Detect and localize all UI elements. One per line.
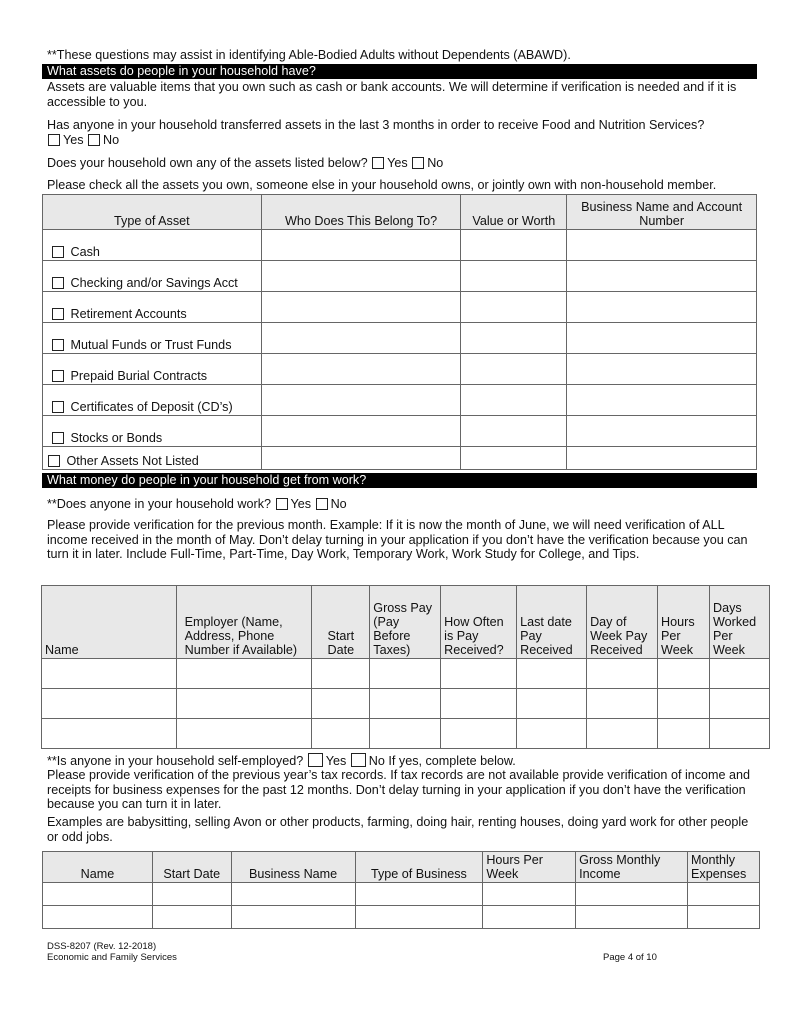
input-cell[interactable] bbox=[355, 906, 483, 929]
input-cell[interactable] bbox=[567, 416, 757, 447]
input-cell[interactable] bbox=[370, 659, 441, 689]
no-label: No bbox=[427, 156, 444, 170]
asset-checkbox[interactable] bbox=[52, 277, 64, 289]
asset-checkbox[interactable] bbox=[52, 401, 64, 413]
self-employment-table bbox=[42, 851, 760, 929]
col-type-of-asset: Type of Asset bbox=[43, 195, 262, 230]
asset-checkbox[interactable] bbox=[52, 339, 64, 351]
input-cell[interactable] bbox=[261, 447, 461, 470]
asset-label: Stocks or Bonds bbox=[70, 430, 163, 445]
col-start-date: Start Date bbox=[152, 852, 231, 883]
input-cell[interactable] bbox=[261, 261, 461, 292]
input-cell[interactable] bbox=[261, 385, 461, 416]
col-how-often: How Often is Pay Received? bbox=[441, 586, 517, 659]
input-cell[interactable] bbox=[441, 689, 517, 719]
table-row bbox=[43, 416, 757, 447]
table-row bbox=[42, 719, 770, 749]
employment-table bbox=[41, 585, 770, 749]
input-cell[interactable] bbox=[658, 719, 710, 749]
asset-label: Cash bbox=[70, 244, 100, 259]
col-day-of-week: Day of Week Pay Received bbox=[587, 586, 658, 659]
input-cell[interactable] bbox=[261, 354, 461, 385]
input-cell[interactable] bbox=[709, 719, 769, 749]
input-cell[interactable] bbox=[261, 292, 461, 323]
col-name: Name bbox=[43, 852, 153, 883]
self-employment-examples: Examples are babysitting, selling Avon or other products, farming, doing hair, renting houses, doing yard work for other people or odd jobs. bbox=[47, 815, 749, 844]
input-cell[interactable] bbox=[312, 719, 370, 749]
col-gross-monthly-income: Gross Monthly Income bbox=[576, 852, 688, 883]
input-cell[interactable] bbox=[567, 385, 757, 416]
col-start-date: Start Date bbox=[312, 586, 370, 659]
work-section-header: What money do people in your household get from work? bbox=[42, 473, 757, 488]
col-business-name: Business Name bbox=[231, 852, 355, 883]
asset-label: Mutual Funds or Trust Funds bbox=[70, 337, 232, 352]
self-yes-checkbox[interactable] bbox=[308, 753, 323, 767]
table-row bbox=[42, 689, 770, 719]
own-no-checkbox[interactable] bbox=[412, 157, 424, 169]
table-row bbox=[43, 292, 757, 323]
col-business-account: Business Name and Account Number bbox=[567, 195, 757, 230]
input-cell[interactable] bbox=[152, 883, 231, 906]
table-row bbox=[43, 323, 757, 354]
transfer-yes-checkbox[interactable] bbox=[48, 134, 60, 146]
input-cell[interactable] bbox=[483, 906, 576, 929]
input-cell[interactable] bbox=[587, 719, 658, 749]
asset-label: Certificates of Deposit (CD’s) bbox=[70, 399, 233, 414]
assets-description: Assets are valuable items that you own such as cash or bank accounts. We will determine if verification is needed and if it is accessible to you. bbox=[47, 80, 737, 109]
input-cell[interactable] bbox=[42, 659, 177, 689]
input-cell[interactable] bbox=[567, 447, 757, 470]
input-cell[interactable] bbox=[261, 230, 461, 261]
input-cell[interactable] bbox=[176, 689, 312, 719]
input-cell[interactable] bbox=[709, 659, 769, 689]
assets-section-header: What assets do people in your household have? bbox=[42, 64, 757, 79]
work-question bbox=[47, 497, 347, 512]
work-yes-checkbox[interactable] bbox=[276, 498, 288, 510]
col-monthly-expenses: Monthly Expenses bbox=[688, 852, 760, 883]
input-cell[interactable] bbox=[567, 261, 757, 292]
input-cell[interactable] bbox=[152, 906, 231, 929]
input-cell[interactable] bbox=[176, 659, 312, 689]
asset-checkbox[interactable] bbox=[52, 370, 64, 382]
col-belongs-to: Who Does This Belong To? bbox=[261, 195, 461, 230]
asset-label: Checking and/or Savings Acct bbox=[70, 275, 238, 290]
input-cell[interactable] bbox=[441, 719, 517, 749]
input-cell[interactable] bbox=[231, 906, 355, 929]
input-cell[interactable] bbox=[42, 689, 177, 719]
abawd-note: **These questions may assist in identifying Able-Bodied Adults without Dependents (ABAWD). bbox=[47, 48, 571, 62]
input-cell[interactable] bbox=[517, 689, 587, 719]
input-cell[interactable] bbox=[567, 323, 757, 354]
input-cell[interactable] bbox=[576, 883, 688, 906]
no-label: No bbox=[330, 497, 347, 511]
col-days-worked: Days Worked Per Week bbox=[709, 586, 769, 659]
asset-label: Retirement Accounts bbox=[70, 306, 187, 321]
input-cell[interactable] bbox=[483, 883, 576, 906]
input-cell[interactable] bbox=[461, 385, 567, 416]
col-hours: Hours Per Week bbox=[658, 586, 710, 659]
input-cell[interactable] bbox=[567, 230, 757, 261]
table-row bbox=[43, 230, 757, 261]
input-cell[interactable] bbox=[43, 883, 153, 906]
yes-label: Yes bbox=[387, 156, 408, 170]
yes-label: Yes bbox=[290, 497, 312, 511]
input-cell[interactable] bbox=[261, 323, 461, 354]
input-cell[interactable] bbox=[176, 719, 312, 749]
input-cell[interactable] bbox=[461, 230, 567, 261]
input-cell[interactable] bbox=[461, 292, 567, 323]
input-cell[interactable] bbox=[709, 689, 769, 719]
input-cell[interactable] bbox=[441, 659, 517, 689]
input-cell[interactable] bbox=[231, 883, 355, 906]
input-cell[interactable] bbox=[567, 354, 757, 385]
col-value: Value or Worth bbox=[461, 195, 567, 230]
input-cell[interactable] bbox=[567, 292, 757, 323]
transfer-question-text: Has anyone in your household transferred assets in the last 3 months in order to receive Food and Nutrition Services? bbox=[47, 118, 705, 132]
col-type-of-business: Type of Business bbox=[355, 852, 483, 883]
table-row bbox=[43, 883, 760, 906]
table-row bbox=[42, 659, 770, 689]
table-row bbox=[43, 385, 757, 416]
input-cell[interactable] bbox=[42, 719, 177, 749]
transfer-no-checkbox[interactable] bbox=[88, 134, 100, 146]
col-last-date: Last date Pay Received bbox=[517, 586, 587, 659]
col-name: Name bbox=[42, 586, 177, 659]
self-employed-question bbox=[47, 753, 516, 769]
assets-instruction: Please check all the assets you own, someone else in your household owns, or jointly own with non-household member. bbox=[47, 178, 717, 192]
col-employer: Employer (Name, Address, Phone Number if Available) bbox=[176, 586, 312, 659]
work-instruction: Please provide verification for the previous month. Example: If it is now the month of June, we will need verification of ALL income received in the month of May. Don’t delay turning in your application if you don’t have the verification because you can turn it in later. Include Full-Time, Part-Time, Day Work, Temporary Work, Work Study for College, and Tips. bbox=[47, 518, 748, 561]
asset-label: Other Assets Not Listed bbox=[66, 453, 199, 468]
own-question-text: Does your household own any of the assets listed below? bbox=[47, 156, 368, 170]
asset-checkbox[interactable] bbox=[52, 246, 64, 258]
agency-name: Economic and Family Services bbox=[47, 952, 177, 963]
self-question-text: **Is anyone in your household self-employed? bbox=[47, 754, 304, 768]
input-cell[interactable] bbox=[576, 906, 688, 929]
own-yes-checkbox[interactable] bbox=[372, 157, 384, 169]
asset-checkbox[interactable] bbox=[52, 432, 64, 444]
table-row bbox=[43, 354, 757, 385]
self-no-checkbox[interactable] bbox=[351, 753, 366, 767]
col-gross-pay: Gross Pay (Pay Before Taxes) bbox=[370, 586, 441, 659]
input-cell[interactable] bbox=[587, 659, 658, 689]
input-cell[interactable] bbox=[688, 883, 760, 906]
input-cell[interactable] bbox=[461, 416, 567, 447]
input-cell[interactable] bbox=[517, 719, 587, 749]
work-no-checkbox[interactable] bbox=[316, 498, 328, 510]
input-cell[interactable] bbox=[461, 354, 567, 385]
input-cell[interactable] bbox=[461, 447, 567, 470]
input-cell[interactable] bbox=[43, 906, 153, 929]
page-number: Page 4 of 10 bbox=[603, 952, 657, 963]
no-label: No If yes, complete below. bbox=[368, 754, 516, 768]
asset-label: Prepaid Burial Contracts bbox=[70, 368, 207, 383]
input-cell[interactable] bbox=[370, 689, 441, 719]
table-row bbox=[43, 261, 757, 292]
input-cell[interactable] bbox=[688, 906, 760, 929]
asset-checkbox[interactable] bbox=[48, 455, 60, 467]
assets-table bbox=[42, 194, 757, 470]
own-assets-question bbox=[47, 156, 443, 171]
input-cell[interactable] bbox=[461, 323, 567, 354]
input-cell[interactable] bbox=[312, 689, 370, 719]
input-cell[interactable] bbox=[587, 689, 658, 719]
yes-label: Yes bbox=[325, 754, 347, 768]
form-id: DSS-8207 (Rev. 12-2018) bbox=[47, 941, 157, 952]
input-cell[interactable] bbox=[658, 659, 710, 689]
table-row bbox=[43, 447, 757, 470]
input-cell[interactable] bbox=[355, 883, 483, 906]
input-cell[interactable] bbox=[261, 416, 461, 447]
col-hours-per-week: Hours Per Week bbox=[483, 852, 576, 883]
yes-label: Yes bbox=[63, 132, 84, 147]
input-cell[interactable] bbox=[658, 689, 710, 719]
input-cell[interactable] bbox=[370, 719, 441, 749]
asset-checkbox[interactable] bbox=[52, 308, 64, 320]
input-cell[interactable] bbox=[517, 659, 587, 689]
table-row bbox=[43, 906, 760, 929]
transfer-question bbox=[47, 118, 767, 147]
work-question-text: **Does anyone in your household work? bbox=[47, 497, 272, 511]
input-cell[interactable] bbox=[312, 659, 370, 689]
self-employment-instruction: Please provide verification of the previous year’s tax records. If tax records are not available provide verification of income and receipts for business expenses for the past 12 months. Don’t delay turning in your application if you don’t have the verification because you can turn it in later. bbox=[47, 768, 751, 811]
input-cell[interactable] bbox=[461, 261, 567, 292]
no-label: No bbox=[103, 132, 120, 147]
